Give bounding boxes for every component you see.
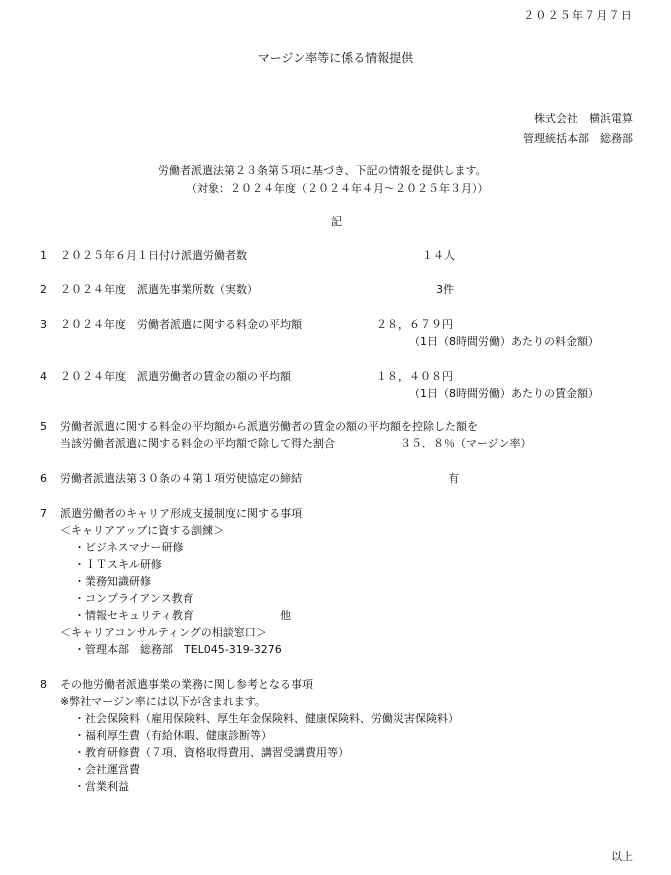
item-number: 4	[40, 370, 47, 383]
training-item: ・業務知識研修	[74, 575, 151, 588]
closing-text: 以上	[611, 850, 633, 863]
item-value: １８，４０８円	[376, 370, 453, 383]
intro-text: 労働者派遣法第２３条第５項に基づき、下記の情報を提供します。	[158, 164, 487, 177]
item-label: 派遣労働者のキャリア形成支援制度に関する事項	[60, 507, 302, 520]
item-note: （1日（8時間労働）あたりの料金額）	[409, 335, 599, 348]
item-number: 7	[40, 507, 47, 520]
item-label: ２０２４年度 派遣先事業所数（実数）	[60, 283, 258, 296]
item-value: 有	[448, 472, 459, 485]
training-others: 他	[280, 609, 291, 622]
item-note: （1日（8時間労働）あたりの賃金額）	[409, 387, 599, 400]
department-name: 管理統括本部 総務部	[523, 132, 633, 145]
company-name: 株式会社 横浜電算	[534, 112, 633, 125]
item-number: 8	[40, 678, 47, 691]
consulting-heading: ＜キャリアコンサルティングの相談窓口＞	[60, 626, 267, 639]
document-date: ２０２５年７月７日	[523, 9, 633, 22]
item-number: 6	[40, 472, 47, 485]
margin-component: ・会社運営費	[74, 763, 140, 776]
item-number: 2	[40, 283, 47, 296]
ki-heading: 記	[331, 215, 342, 228]
margin-component: ・福利厚生費（有給休暇、健康診断等）	[74, 729, 272, 742]
career-training-heading: ＜キャリアアップに資する訓練＞	[60, 524, 225, 537]
item-number: 3	[40, 318, 47, 331]
document-title: マージン率等に係る情報提供	[257, 51, 414, 65]
item-label: ２０２５年６月１日付け派遣労働者数	[60, 249, 247, 262]
training-item: ・ビジネスマナー研修	[74, 541, 184, 554]
item-number: 1	[40, 249, 47, 262]
training-item: ・ＩＴスキル研修	[74, 558, 162, 571]
target-period: （対象：２０２４年度（２０２４年４月～２０２５年３月））	[186, 182, 489, 195]
consulting-contact: ・管理本部 総務部 TEL045-319-3276	[74, 643, 282, 656]
item-text-line2: 当該労働者派遣に関する料金の平均額で除して得た割合	[60, 437, 335, 450]
item-value: １４人	[422, 249, 455, 262]
item-label: ２０２４年度 労働者派遣に関する料金の平均額	[60, 318, 302, 331]
item-text-line1: 労働者派遣に関する料金の平均額から派遣労働者の賃金の額の平均額を控除した額を	[60, 420, 478, 433]
margin-rate-value: ３５．８％（マージン率）	[400, 437, 532, 450]
margin-note: ※弊社マージン率には以下が含まれます。	[60, 695, 266, 708]
item-value: 3件	[436, 283, 454, 296]
margin-component: ・社会保険料（雇用保険料、厚生年金保険料、健康保険料、労働災害保険料）	[74, 712, 459, 725]
item-label: 労働者派遣法第３０条の４第１項労使協定の締結	[60, 472, 302, 485]
training-item: ・情報セキュリティ教育	[74, 609, 194, 622]
item-label: その他労働者派遣事業の業務に関し参考となる事項	[60, 678, 313, 691]
item-number: 5	[40, 420, 47, 433]
item-label: ２０２４年度 派遣労働者の賃金の額の平均額	[60, 370, 291, 383]
margin-component: ・営業利益	[74, 780, 129, 793]
margin-component: ・教育研修費（７項、資格取得費用、講習受講費用等）	[74, 746, 349, 759]
item-value: ２８，６７９円	[376, 318, 453, 331]
training-item: ・コンプライアンス教育	[74, 592, 194, 605]
